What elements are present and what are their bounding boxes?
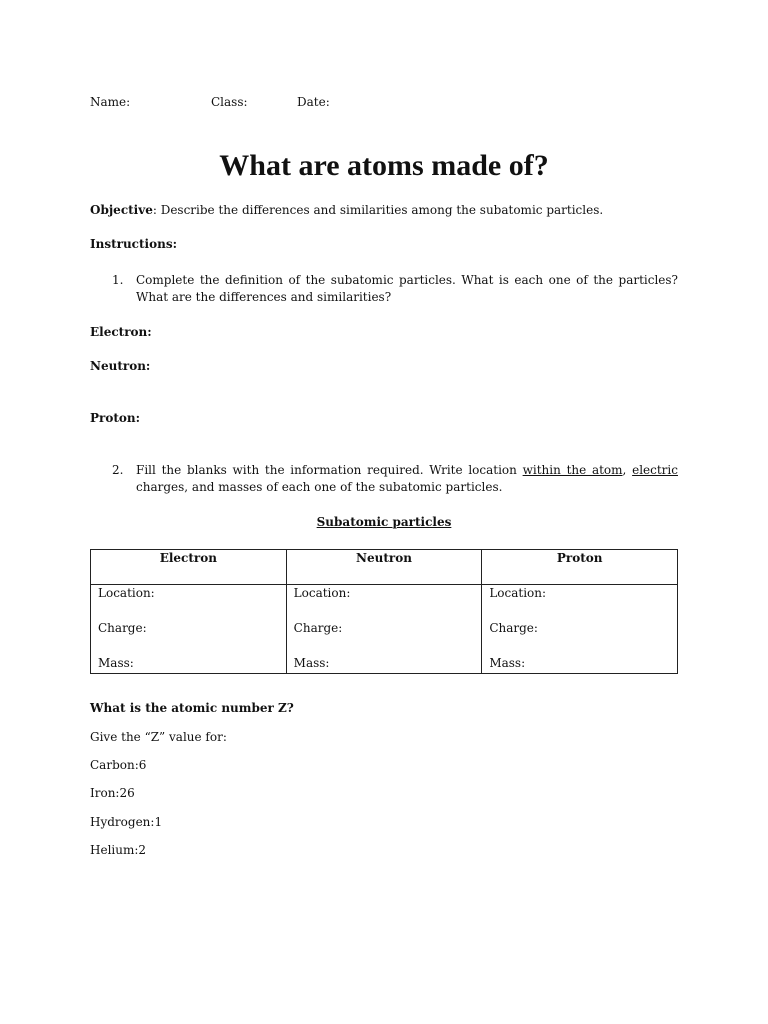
item-2-text-part: Fill the blanks with the information required. Write location — [136, 463, 523, 477]
item-2-underlined-text: electric — [632, 463, 678, 477]
electron-cell — [91, 585, 287, 674]
charge-field[interactable]: Charge: — [293, 621, 343, 635]
mass-field[interactable]: Mass: — [98, 656, 134, 670]
electron-definition-label: Electron: — [90, 325, 152, 339]
table-body-row — [91, 585, 678, 674]
item-2-number: 2. — [112, 463, 124, 477]
charge-field[interactable]: Charge: — [489, 621, 538, 635]
neutron-definition-label: Neutron: — [90, 359, 151, 373]
item-2-underlined-text: within the atom — [522, 463, 623, 477]
page-title: What are atoms made of? — [219, 149, 549, 182]
instructions-label: Instructions: — [90, 237, 178, 251]
proton-cell — [482, 585, 678, 674]
item-2-text — [136, 462, 678, 496]
atomic-number-heading: What is the atomic number Z? — [90, 701, 294, 715]
item-2-text-part: charges, and masses of each one of the subatomic particles. — [136, 480, 503, 494]
proton-definition-label: Proton: — [90, 411, 141, 425]
column-header-neutron: Neutron — [286, 550, 482, 585]
location-field[interactable]: Location: — [489, 586, 547, 600]
column-header-proton: Proton — [482, 550, 678, 585]
class-label: Class: — [211, 95, 248, 109]
location-field[interactable]: Location: — [293, 586, 351, 600]
charge-field[interactable]: Charge: — [98, 621, 147, 635]
neutron-cell — [286, 585, 482, 674]
z-value-item: Helium:2 — [90, 843, 147, 857]
date-label: Date: — [297, 95, 330, 109]
z-value-item: Carbon:6 — [90, 758, 147, 772]
instruction-item-2 — [112, 462, 678, 496]
objective-line — [90, 202, 690, 219]
column-header-electron: Electron — [91, 550, 287, 585]
instruction-item-1 — [112, 272, 678, 306]
z-value-item: Hydrogen:1 — [90, 815, 163, 829]
table-header-row — [91, 550, 678, 585]
subatomic-particles-table — [90, 549, 678, 674]
atomic-number-prompt: Give the “Z” value for: — [90, 730, 227, 744]
z-value-item: Iron:26 — [90, 786, 135, 800]
name-label: Name: — [90, 95, 131, 109]
objective-label: Objective — [90, 203, 153, 217]
item-1-number: 1. — [112, 273, 124, 287]
item-1-text: Complete the definition of the subatomic particles. What is each one of the particles? What are the differences and similarities? — [136, 273, 678, 304]
item-2-text-part: , — [622, 463, 633, 477]
objective-text: : Describe the differences and similarities among the subatomic particles. — [152, 203, 604, 217]
table-caption: Subatomic particles — [316, 515, 452, 529]
location-field[interactable]: Location: — [98, 586, 155, 600]
mass-field[interactable]: Mass: — [293, 656, 330, 670]
mass-field[interactable]: Mass: — [489, 656, 526, 670]
